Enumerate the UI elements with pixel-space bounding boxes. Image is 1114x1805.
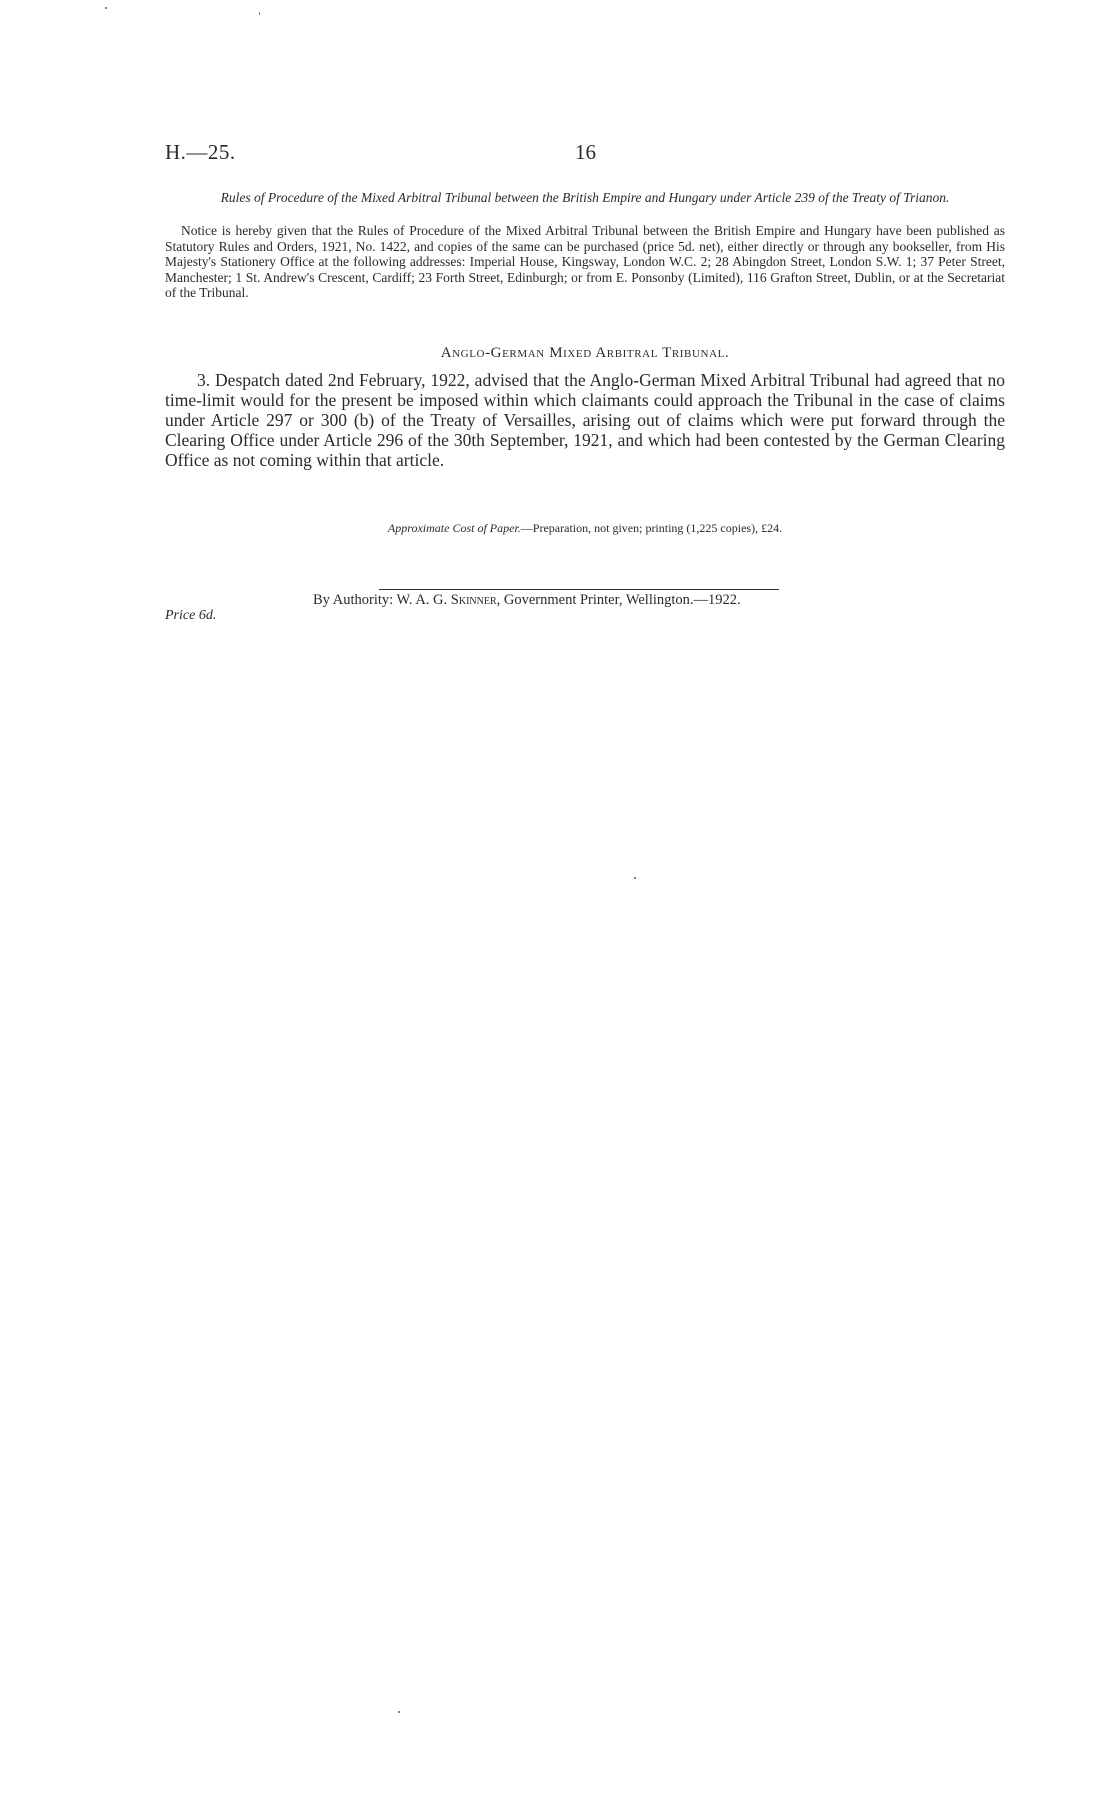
rules-notice-body: Notice is hereby given that the Rules of Procedure of the Mixed Arbitral Tribunal between the British Empire and Hungary have been published as Statutory Rules and Orders, 1921, No. 1422, and copies of the same can be purchased (price 5d. net), either directly or through any bookseller, from His Majesty's Stationery Office at the following addresses: Imperial House, Kingsway, London W.C. 2; 28 Abingdon Street, London S.W. 1; 37 Peter Street, Manchester; 1 St. Andrew's Crescent, Cardiff; 23 Forth Street, Edinburgh; or from E. Ponsonby (Limited), 116 Grafton Street, Dublin, or at the Secretariat of the Tribunal.: [165, 223, 1005, 301]
page-number: 16: [575, 140, 596, 164]
rules-notice-title: Rules of Procedure of the Mixed Arbitral Tribunal between the British Empire and Hungary under Article 239 of the Treaty of Trianon.: [220, 190, 950, 205]
imprint-line: [313, 592, 873, 609]
scan-speck: [398, 1711, 400, 1713]
cost-text: —Preparation, not given; printing (1,225 copies), £24.: [520, 521, 783, 535]
section-title: Anglo-German Mixed Arbitral Tribunal.: [440, 345, 730, 361]
document-reference: H.—25.: [165, 140, 236, 164]
printer-name: Skinner: [450, 592, 497, 608]
scan-speck: [259, 12, 260, 15]
divider-rule: [379, 589, 779, 590]
page-header: [165, 140, 1005, 170]
imprint-suffix: , Government Printer, Wellington.—1922.: [496, 592, 741, 608]
section-paragraph: 3. Despatch dated 2nd February, 1922, advised that the Anglo-German Mixed Arbitral Tribunal had agreed that no time-limit would for the present be imposed within which claimants could approach the Tribunal in the case of claims under Article 297 or 300 (b) of the Treaty of Versailles, arising out of claims which were put forward through the Clearing Office under Article 296 of the 30th September, 1921, and which had been contested by the German Clearing Office as not coming within that article.: [165, 370, 1005, 470]
cost-label: Approximate Cost of Paper.: [387, 521, 521, 535]
imprint-prefix: By Authority: W. A. G.: [313, 592, 451, 608]
scan-speck: [634, 877, 636, 879]
scan-speck: [105, 7, 107, 9]
cost-note: [165, 521, 1005, 536]
price-label: Price 6d.: [165, 608, 217, 623]
